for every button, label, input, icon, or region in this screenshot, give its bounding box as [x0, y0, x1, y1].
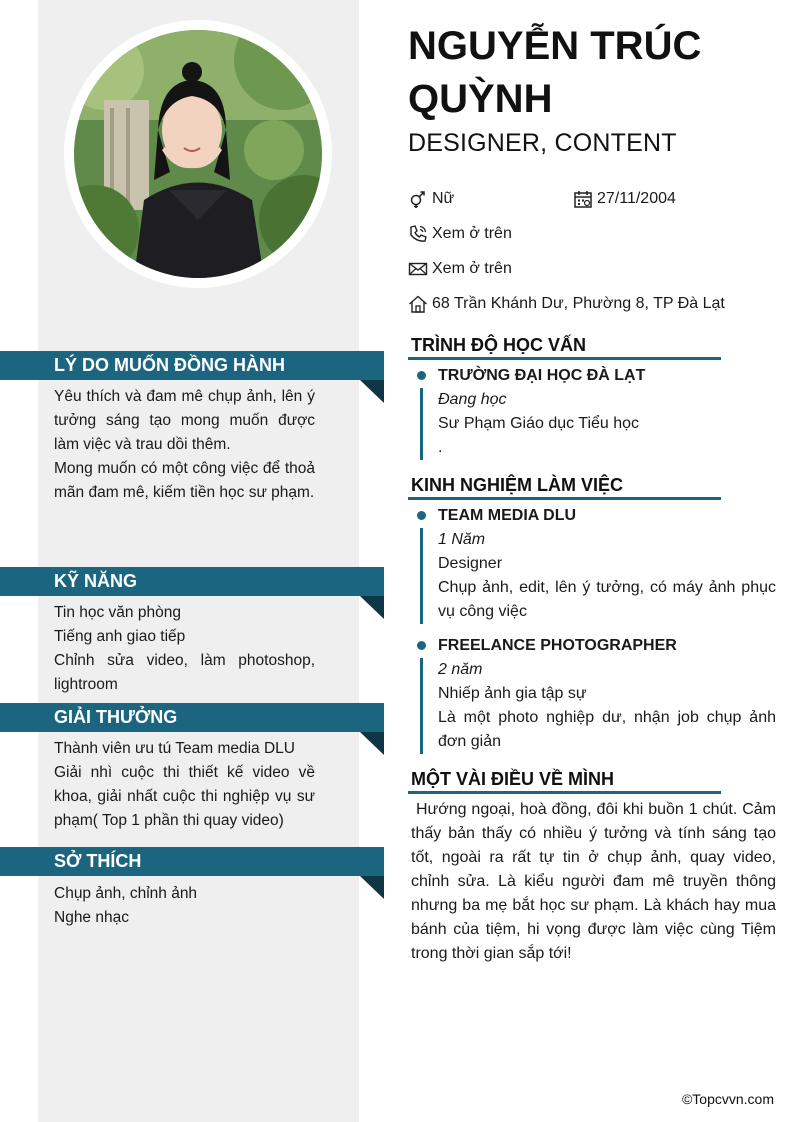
experience-entry: [411, 634, 776, 754]
skills-section: [0, 567, 384, 697]
award-item: Thành viên ưu tú Team media DLU: [54, 740, 295, 757]
education-section: [411, 334, 776, 460]
objective-line: Mong muốn có một công việc để thoả mãn đam mê, kiếm tiền học sư phạm.: [54, 460, 315, 501]
about-section: [411, 768, 781, 966]
avatar-frame: [64, 20, 332, 288]
skill-item: Chỉnh sửa video, làm photoshop, lightroom: [54, 652, 315, 693]
objective-body: [0, 380, 384, 505]
timeline-line: [420, 528, 423, 624]
mail-icon: [408, 259, 428, 279]
education-note: .: [438, 439, 443, 456]
copyright: ©Topcvvn.com: [681, 1091, 774, 1107]
award-item: Giải nhì cuộc thi thiết kế video về khoa, giải nhất cuộc thi nghiệp vụ sư phạm( Top 1 phần thi quay video): [54, 764, 315, 829]
bullet-dot: [417, 511, 426, 520]
job-title: DESIGNER, CONTENT: [408, 129, 677, 157]
education-major: Sư Phạm Giáo dục Tiểu học: [438, 415, 640, 432]
home-icon: [408, 294, 428, 314]
objective-section: [0, 351, 384, 505]
phone-icon: [408, 224, 428, 244]
education-title: TRÌNH ĐỘ HỌC VẤN: [411, 335, 586, 355]
gender-info: [408, 189, 454, 209]
hobby-item: Nghe nhạc: [54, 909, 129, 926]
experience-description: Chụp ảnh, edit, lên ý tưởng, có máy ảnh phục vụ công việc: [438, 579, 776, 620]
awards-section: [0, 703, 384, 833]
skills-body: [0, 596, 384, 697]
gender-value: Nữ: [432, 190, 455, 207]
hobbies-section: [0, 847, 384, 930]
birthday-info: [573, 189, 676, 209]
section-divider: [408, 357, 721, 360]
calendar-icon: [573, 189, 593, 209]
hobbies-body: [0, 876, 384, 930]
section-divider: [408, 497, 721, 500]
company-name: TEAM MEDIA DLU: [438, 507, 577, 524]
hobbies-title: SỞ THÍCH: [0, 847, 384, 876]
email-info: [408, 259, 512, 279]
bullet-dot: [417, 641, 426, 650]
about-text: Hướng ngoại, hoà đồng, đôi khi buồn 1 chút. Cảm thấy bản thấy có nhiều ý tưởng và tính sáng tạo tốt, ngoài ra rất tự tin ở chụp ảnh, quay video, chỉnh sửa. Là kiểu người đam mê truyền thông nhưng ba mẹ bắt học sư phạm. Là khách hay mua bánh của tiệm, hi vọng được làm việc cùng Tiệm trong thời gian sắp tới!: [411, 801, 781, 962]
awards-body: [0, 732, 384, 833]
ribbon-fold: [360, 732, 384, 755]
objective-line: Yêu thích và đam mê chụp ảnh, lên ý tưởng sáng tạo mong muốn được làm việc và trau dồi thêm.: [54, 388, 315, 453]
ribbon-fold: [360, 876, 384, 899]
experience-title: KINH NGHIỆM LÀM VIỆC: [411, 475, 624, 495]
education-entry: [411, 364, 776, 460]
bullet-dot: [417, 371, 426, 380]
ribbon-fold: [360, 380, 384, 403]
skill-item: Tin học văn phòng: [54, 604, 181, 621]
awards-title: GIẢI THƯỞNG: [0, 703, 384, 732]
experience-section: [411, 474, 776, 754]
birthday-value: 27/11/2004: [597, 190, 676, 207]
experience-duration: 2 năm: [438, 661, 483, 678]
skills-title: KỸ NĂNG: [0, 567, 384, 596]
education-status: Đang học: [438, 391, 507, 408]
experience-position: Designer: [438, 555, 503, 572]
email-value: Xem ở trên: [432, 260, 512, 277]
ribbon-fold: [360, 596, 384, 619]
school-name: TRƯỜNG ĐẠI HỌC ĐÀ LẠT: [438, 367, 646, 384]
address-info: [408, 294, 725, 314]
company-name: FREELANCE PHOTOGRAPHER: [438, 637, 677, 654]
timeline-line: [420, 658, 423, 754]
address-value: 68 Trần Khánh Dư, Phường 8, TP Đà Lạt: [432, 295, 725, 312]
phone-info: [408, 224, 512, 244]
gender-icon: [408, 189, 428, 209]
experience-description: Là một photo nghiệp dư, nhận job chụp ảnh đơn giản: [438, 709, 776, 750]
phone-value: Xem ở trên: [432, 225, 512, 242]
candidate-name: NGUYỄN TRÚC QUỲNH: [408, 24, 702, 121]
about-title: MỘT VÀI ĐIỀU VỀ MÌNH: [411, 769, 615, 789]
experience-position: Nhiếp ảnh gia tập sự: [438, 685, 587, 702]
experience-entry: [411, 504, 776, 624]
skill-item: Tiếng anh giao tiếp: [54, 628, 186, 645]
objective-title: LÝ DO MUỐN ĐỒNG HÀNH: [0, 351, 384, 380]
hobby-item: Chụp ảnh, chỉnh ảnh: [54, 885, 198, 902]
section-divider: [408, 791, 721, 794]
timeline-line: [420, 388, 423, 460]
avatar: [74, 30, 322, 278]
experience-duration: 1 Năm: [438, 531, 486, 548]
